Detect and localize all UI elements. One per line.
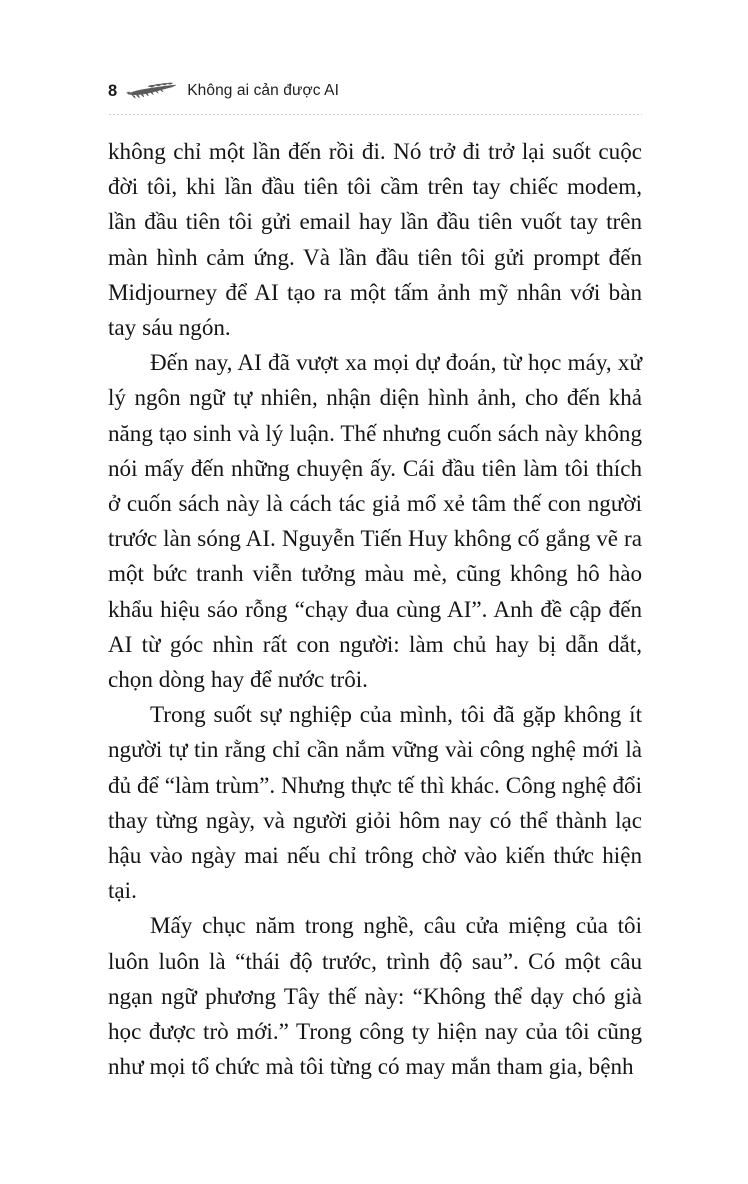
paragraph: không chỉ một lần đến rồi đi. Nó trở đi trở lại suốt cuộc đời tôi, khi lần đầu tiên tôi cầm trên tay chiếc modem, lần đầu tiên tôi gửi email hay lần đầu tiên vuốt tay trên màn hình cảm ứng. Và lần đầu tiên tôi gửi prompt đến Midjourney để AI tạo ra một tấm ảnh mỹ nhân với bàn tay sáu ngón. <box>108 138 642 341</box>
running-head-title: Không ai cản được AI <box>187 82 339 100</box>
leaf-flourish-icon <box>126 82 178 102</box>
paragraph: Mấy chục năm trong nghề, câu cửa miệng của tôi luôn luôn là “thái độ trước, trình độ sau”. Có một câu ngạn ngữ phương Tây thế này: “Không thể dạy chó già học được trò mới.” Trong công ty hiện nay của tôi cũng như mọi tổ chức mà tôi từng có may mắn tham gia, bệnh <box>108 912 642 1080</box>
body-text <box>108 134 642 1084</box>
header-divider <box>108 114 642 115</box>
paragraph: Đến nay, AI đã vượt xa mọi dự đoán, từ học máy, xử lý ngôn ngữ tự nhiên, nhận diện hình ảnh, cho đến khả năng tạo sinh và lý luận. Thế nhưng cuốn sách này không nói mấy đến những chuyện ấy. Cái đầu tiên làm tôi thích ở cuốn sách này là cách tác giả mổ xẻ tâm thế con người trước làn sóng AI. Nguyễn Tiến Huy không cố gắng vẽ ra một bức tranh viễn tưởng màu mè, cũng không hô hào khẩu hiệu sáo rỗng “chạy đua cùng AI”. Anh đề cập đến AI từ góc nhìn rất con người: làm chủ hay bị dẫn dắt, chọn dòng hay để nước trôi. <box>108 349 642 693</box>
page-number: 8 <box>108 81 118 100</box>
paragraph: Trong suốt sự nghiệp của mình, tôi đã gặp không ít người tự tin rằng chỉ cần nắm vững vài công nghệ mới là đủ để “làm trùm”. Nhưng thực tế thì khác. Công nghệ đổi thay từng ngày, và người giỏi hôm nay có thể thành lạc hậu vào ngày mai nếu chỉ trông chờ vào kiến thức hiện tại. <box>108 701 642 904</box>
running-head <box>108 78 642 104</box>
